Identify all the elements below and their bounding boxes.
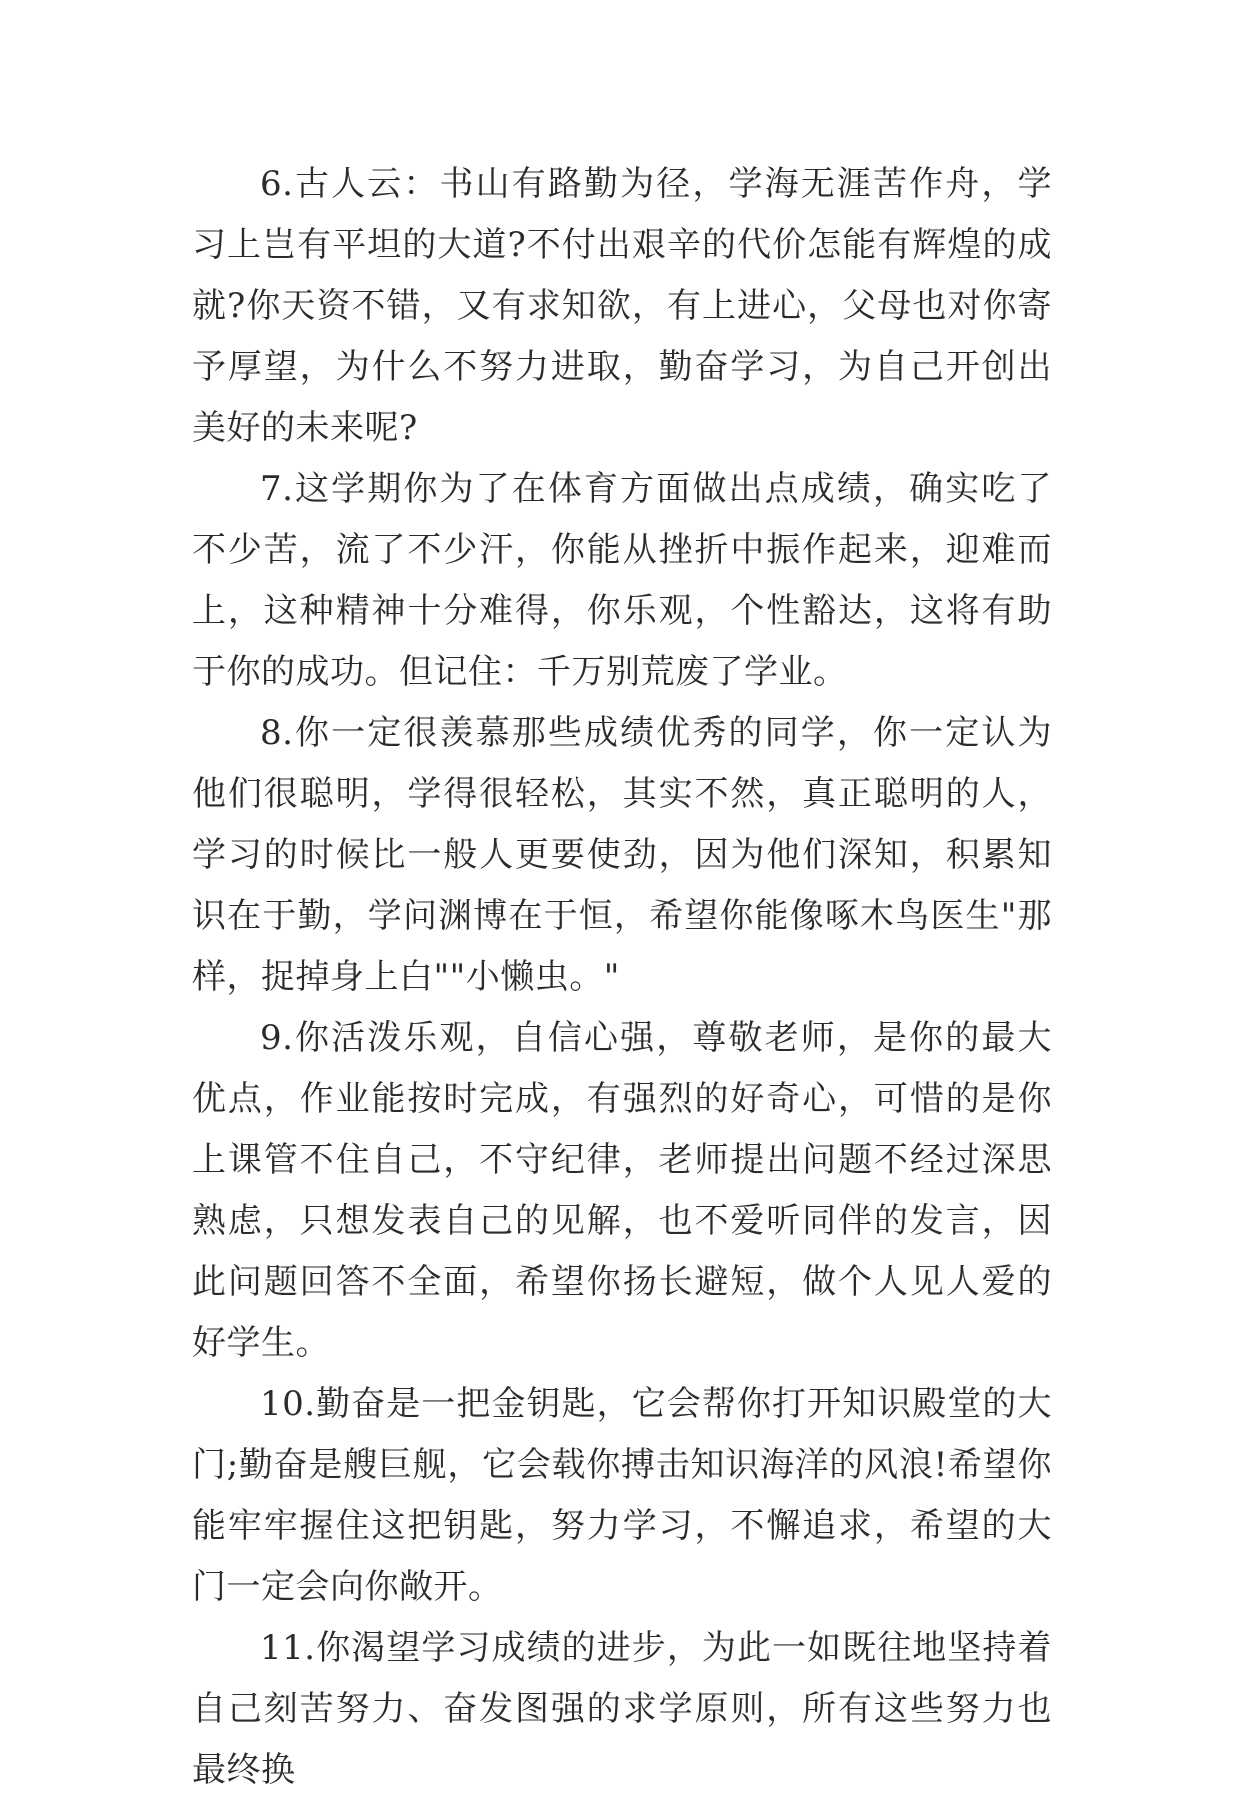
paragraph-10: 10.勤奋是一把金钥匙，它会帮你打开知识殿堂的大门;勤奋是艘巨舰，它会载你搏击知识海洋的风浪!希望你能牢牢握住这把钥匙，努力学习，不懈追求，希望的大门一定会向你敞开。 [192,1384,1052,1607]
paragraph-6: 6.古人云：书山有路勤为径，学海无涯苦作舟，学习上岂有平坦的大道?不付出艰辛的代价怎能有辉煌的成就?你天资不错，又有求知欲，有上进心，父母也对你寄予厚望，为什么不努力进取，勤奋学习，为自己开创出美好的未来呢? [192,164,1052,448]
paragraph-7: 7.这学期你为了在体育方面做出点成绩，确实吃了不少苦，流了不少汗，你能从挫折中振作起来，迎难而上，这种精神十分难得，你乐观，个性豁达，这将有助于你的成功。但记住：千万别荒废了学业。 [192,469,1052,692]
paragraph-11: 11.你渴望学习成绩的进步，为此一如既往地坚持着自己刻苦努力、奋发图强的求学原则，所有这些努力也最终换 [192,1628,1052,1790]
paragraph-8: 8.你一定很羡慕那些成绩优秀的同学，你一定认为他们很聪明，学得很轻松，其实不然，真正聪明的人，学习的时候比一般人更要使劲，因为他们深知，积累知识在于勤，学问渊博在于恒，希望你能像啄木鸟医生"那样，捉掉身上白""小懒虫。" [192,713,1052,997]
paragraph-9: 9.你活泼乐观，自信心强，尊敬老师，是你的最大优点，作业能按时完成，有强烈的好奇心，可惜的是你上课管不住自己，不守纪律，老师提出问题不经过深思熟虑，只想发表自己的见解，也不爱听同伴的发言，因此问题回答不全面，希望你扬长避短，做个人见人爱的好学生。 [192,1018,1052,1363]
document-body [192,154,1052,1801]
